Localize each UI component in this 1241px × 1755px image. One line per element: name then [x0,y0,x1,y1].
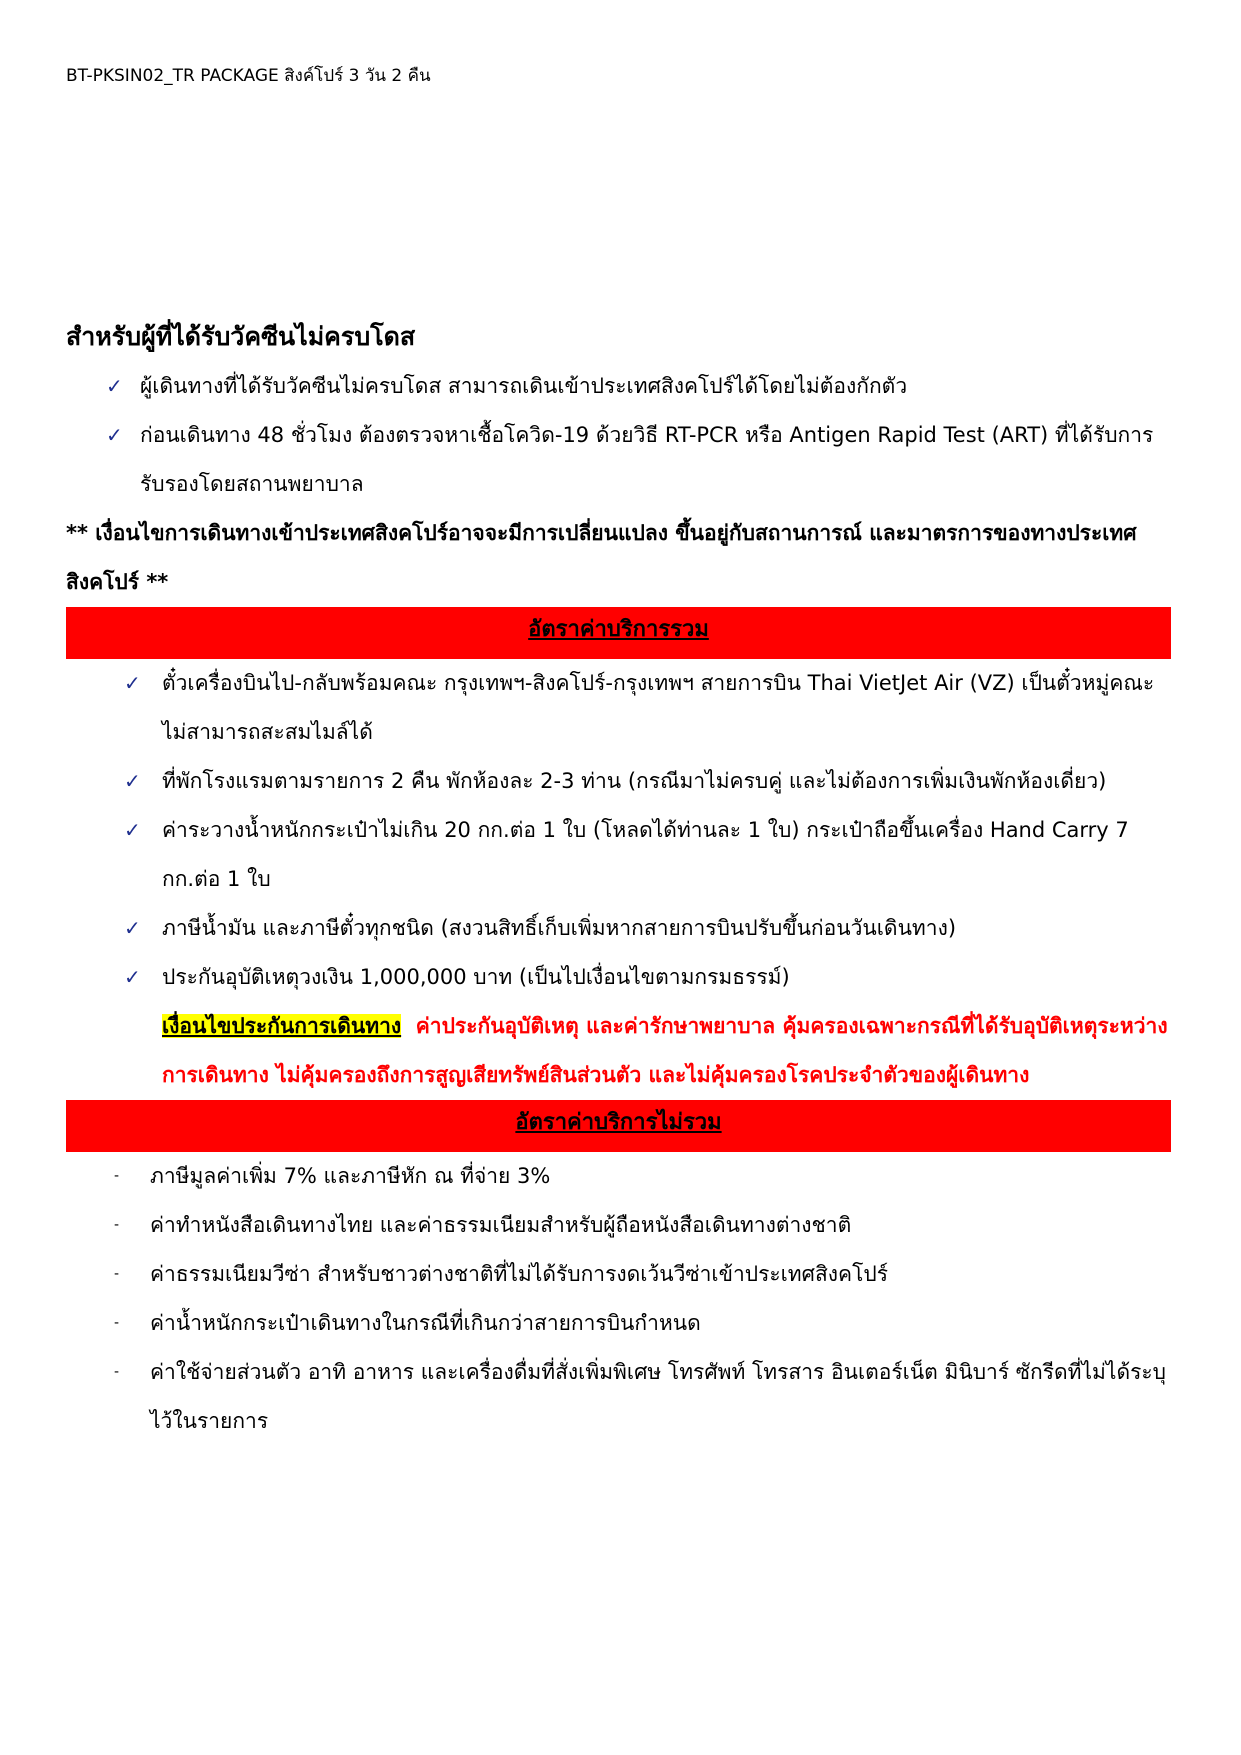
list-item-text: ค่าน้ำหนักกระเป๋าเดินทางในกรณีที่เกินกว่าสายการบินกำหนด [150,1311,701,1335]
list-item-text: ก่อนเดินทาง 48 ชั่วโมง ต้องตรวจหาเชื้อโควิด-19 ด้วยวิธี RT-PCR หรือ Antigen Rapid Test (ART) ที่ได้รับการรับรองโดยสถานพยาบาล [140,423,1154,496]
list-item [66,659,1171,757]
insurance-label: เงื่อนไขประกันการเดินทาง [162,1014,402,1038]
dash-bullet-icon: - [114,1315,120,1331]
list-item [66,411,1171,509]
dash-bullet-icon: - [114,1217,120,1233]
condition-note: ** เงื่อนไขการเดินทางเข้าประเทศสิงคโปร์อาจจะมีการเปลี่ยนแปลง ขึ้นอยู่กับสถานการณ์ และมาตรการของทางประเทศสิงคโปร์ ** [66,521,1137,594]
list-item-text: ที่พักโรงแรมตามรายการ 2 คืน พักห้องละ 2-3 ท่าน (กรณีมาไม่ครบคู่ และไม่ต้องการเพิ่มเงินพักห้องเดี่ยว) [162,769,1107,793]
checkmark-icon: ✓ [124,769,141,793]
list-item [66,1348,1171,1446]
insurance-text: ค่าประกันอุบัติเหตุ และค่ารักษาพยาบาล คุ้มครองเฉพาะกรณีที่ได้รับอุบัติเหตุระหว่างการเดินทาง ไม่คุ้มครองถึงการสูญเสียทรัพย์สินส่วนตัว และไม่คุ้มครองโรคประจำตัวของผู้เดินทาง [162,1014,1168,1087]
list-item-text: ค่าทำหนังสือเดินทางไทย และค่าธรรมเนียมสำหรับผู้ถือหนังสือเดินทางต่างชาติ [150,1213,852,1237]
list-item-text: ค่าธรรมเนียมวีซ่า สำหรับชาวต่างชาติที่ไม่ได้รับการงดเว้นวีซ่าเข้าประเทศสิงคโปร์ [150,1262,888,1286]
included-banner [66,607,1171,659]
excluded-list [66,1152,1171,1446]
checkmark-icon: ✓ [124,965,141,989]
document-header: BT-PKSIN02_TR PACKAGE สิงค์โปร์ 3 วัน 2 คืน [66,66,431,86]
included-title: อัตราค่าบริการรวม [528,617,709,642]
document-body [66,316,1171,1446]
list-item-text: ตั๋วเครื่องบินไป-กลับพร้อมคณะ กรุงเทพฯ-สิงคโปร์-กรุงเทพฯ สายการบิน Thai VietJet Air (VZ) เป็นตั๋วหมู่คณะไม่สามารถสะสมไมล์ได้ [162,671,1155,744]
list-item [66,953,1171,1002]
list-item [66,806,1171,904]
list-item-text: ภาษีน้ำมัน และภาษีตั๋วทุกชนิด (สงวนสิทธิ์เก็บเพิ่มหากสายการบินปรับขึ้นก่อนวันเดินทาง) [162,916,957,940]
checkmark-icon: ✓ [106,423,123,447]
list-item-text: ภาษีมูลค่าเพิ่ม 7% และภาษีหัก ณ ที่จ่าย 3% [150,1164,551,1188]
checkmark-icon: ✓ [124,916,141,940]
unvaccinated-list [66,362,1171,509]
dash-bullet-icon: - [114,1168,120,1184]
list-item [66,757,1171,806]
unvaccinated-title: สำหรับผู้ที่ได้รับวัคซีนไม่ครบโดส [66,322,416,351]
insurance-conditions [66,1002,1171,1100]
excluded-title: อัตราค่าบริการไม่รวม [515,1110,722,1135]
checkmark-icon: ✓ [124,671,141,695]
list-item-text: ค่าระวางน้ำหนักกระเป๋าไม่เกิน 20 กก.ต่อ 1 ใบ (โหลดได้ท่านละ 1 ใบ) กระเป๋าถือขึ้นเครื่อง Hand Carry 7 กก.ต่อ 1 ใบ [162,818,1129,891]
included-list [66,659,1171,1002]
list-item-text: ผู้เดินทางที่ได้รับวัคซีนไม่ครบโดส สามารถเดินเข้าประเทศสิงคโปร์ได้โดยไม่ต้องกักตัว [140,374,908,398]
excluded-banner [66,1100,1171,1152]
dash-bullet-icon: - [114,1364,120,1380]
list-item [66,1299,1171,1348]
list-item [66,1201,1171,1250]
list-item [66,362,1171,411]
list-item-text: ค่าใช้จ่ายส่วนตัว อาทิ อาหาร และเครื่องดื่มที่สั่งเพิ่มพิเศษ โทรศัพท์ โทรสาร อินเตอร์เน็ต มินิบาร์ ซักรีดที่ไม่ได้ระบุไว้ในรายการ [150,1360,1166,1433]
checkmark-icon: ✓ [106,374,123,398]
list-item [66,904,1171,953]
checkmark-icon: ✓ [124,818,141,842]
list-item [66,1152,1171,1201]
list-item-text: ประกันอุบัติเหตุวงเงิน 1,000,000 บาท (เป็นไปเงื่อนไขตามกรมธรรม์) [162,965,790,989]
dash-bullet-icon: - [114,1266,120,1282]
list-item [66,1250,1171,1299]
